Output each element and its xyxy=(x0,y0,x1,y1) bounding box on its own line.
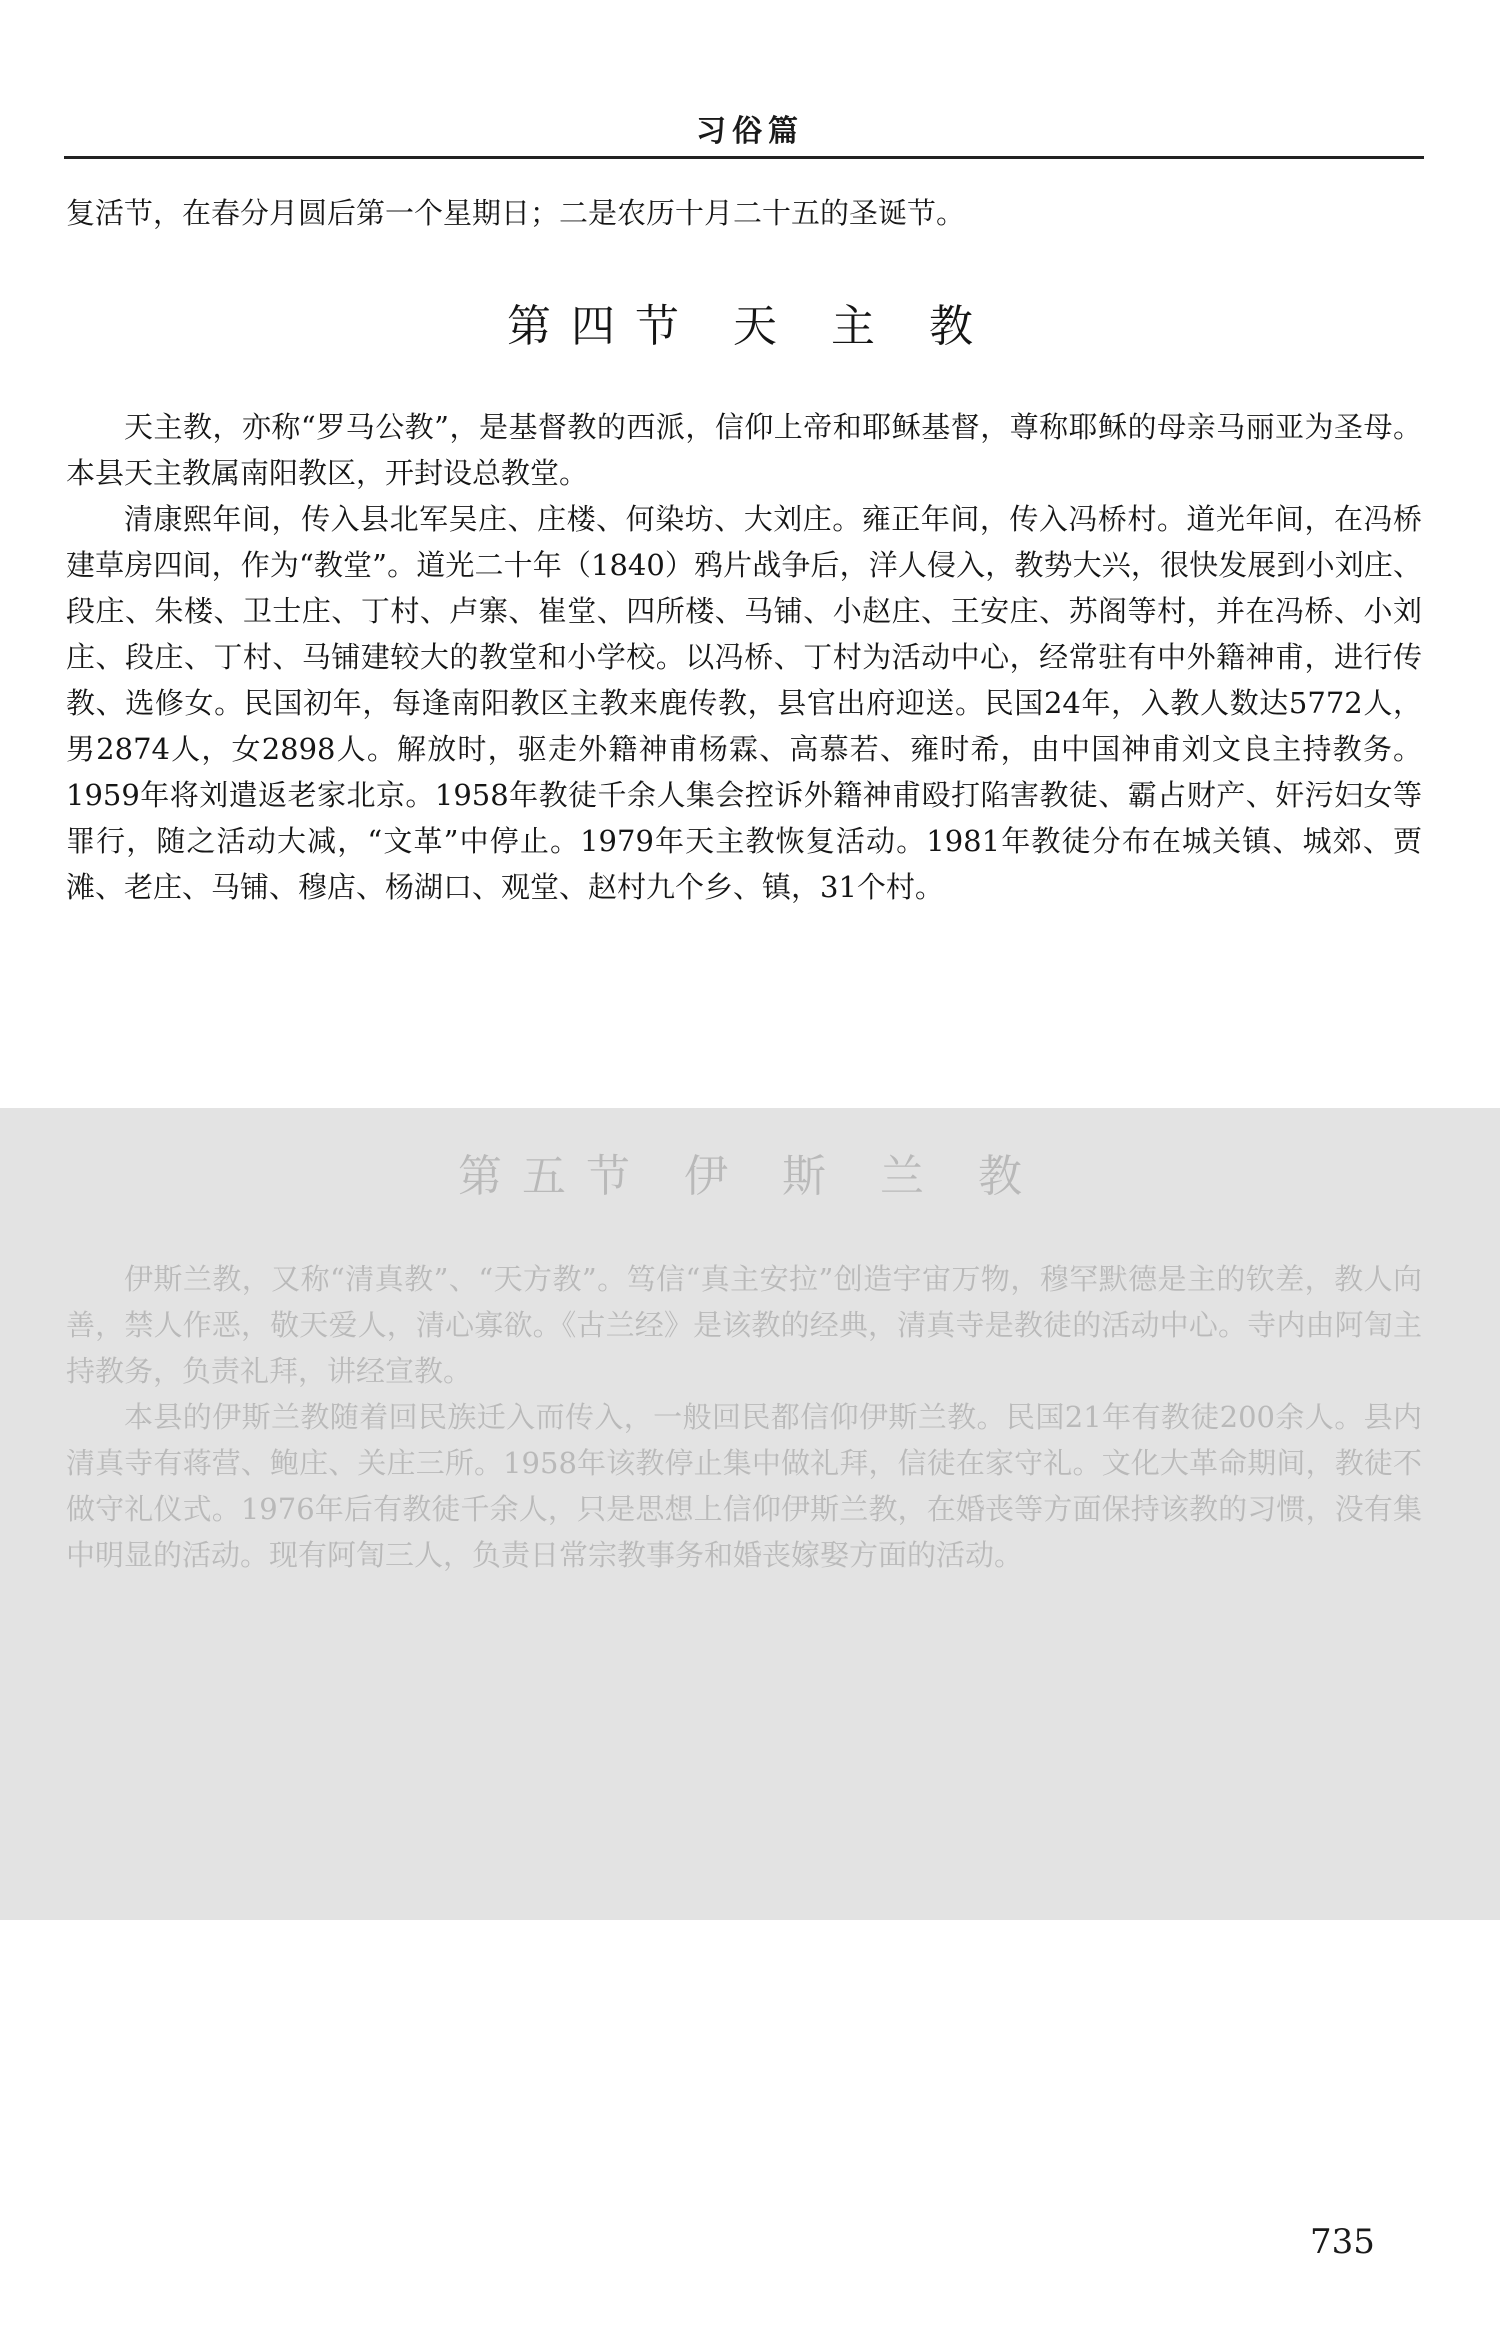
running-head-title: 习俗篇 xyxy=(696,114,804,149)
section-5-paragraph-2: 本县的伊斯兰教随着回民族迁入而传入，一般回民都信仰伊斯兰教。民国21年有教徒200余人。县内清真寺有蒋营、鲍庄、关庄三所。1958年该教停止集中做礼拜，信徒在家守礼。文化大革命期间，教徒不做守礼仪式。1976年后有教徒千余人，只是思想上信仰伊斯兰教，在婚丧等方面保持该教的习惯，没有集中明显的活动。现有阿訇三人，负责日常宗教事务和婚丧嫁娶方面的活动。 xyxy=(66,1400,1422,1572)
section-4-paragraph-2: 清康熙年间，传入县北军吴庄、庄楼、何染坊、大刘庄。雍正年间，传入冯桥村。道光年间，在冯桥建草房四间，作为“教堂”。道光二十年（1840）鸦片战争后，洋人侵入，教势大兴，很快发展到小刘庄、段庄、朱楼、卫士庄、丁村、卢寨、崔堂、四所楼、马铺、小赵庄、王安庄、苏阁等村，并在冯桥、小刘庄、段庄、丁村、马铺建较大的教堂和小学校。以冯桥、丁村为活动中心，经常驻有中外籍神甫，进行传教、选修女。民国初年，每逢南阳教区主教来鹿传教，县官出府迎送。民国24年，入教人数达5772人，男2874人，女2898人。解放时，驱走外籍神甫杨霖、高慕若、雍时希，由中国神甫刘文良主持教务。1959年将刘遣返老家北京。1958年教徒千余人集会控诉外籍神甫殴打陷害教徒、霸占财产、奸污妇女等罪行，随之活动大减，“文革”中停止。1979年天主教恢复活动。1981年教徒分布在城关镇、城郊、贾滩、老庄、马铺、穆店、杨湖口、观堂、赵村九个乡、镇，31个村。 xyxy=(66,502,1422,904)
section-5-body xyxy=(66,1256,1422,1578)
section-5-paragraph-1: 伊斯兰教，又称“清真教”、“天方教”。笃信“真主安拉”创造宇宙万物，穆罕默德是主的钦差，教人向善，禁人作恶，敬天爱人，清心寡欲。《古兰经》是该教的经典，清真寺是教徒的活动中心。寺内由阿訇主持教务，负责礼拜，讲经宣教。 xyxy=(66,1262,1422,1388)
continued-text xyxy=(66,190,1422,236)
header-rule xyxy=(64,156,1424,159)
section-4-title: 第四节 天 主 教 xyxy=(507,301,993,352)
section-4-paragraph-1: 天主教，亦称“罗马公教”，是基督教的西派，信仰上帝和耶稣基督，尊称耶稣的母亲马丽亚为圣母。本县天主教属南阳教区，开封设总教堂。 xyxy=(66,410,1422,490)
page-number: 735 xyxy=(1310,2222,1375,2262)
section-5-title: 第五节 伊 斯 兰 教 xyxy=(458,1151,1042,1202)
section-4-body xyxy=(66,404,1422,910)
continued-paragraph: 复活节，在春分月圆后第一个星期日；二是农历十月二十五的圣诞节。 xyxy=(66,196,966,230)
